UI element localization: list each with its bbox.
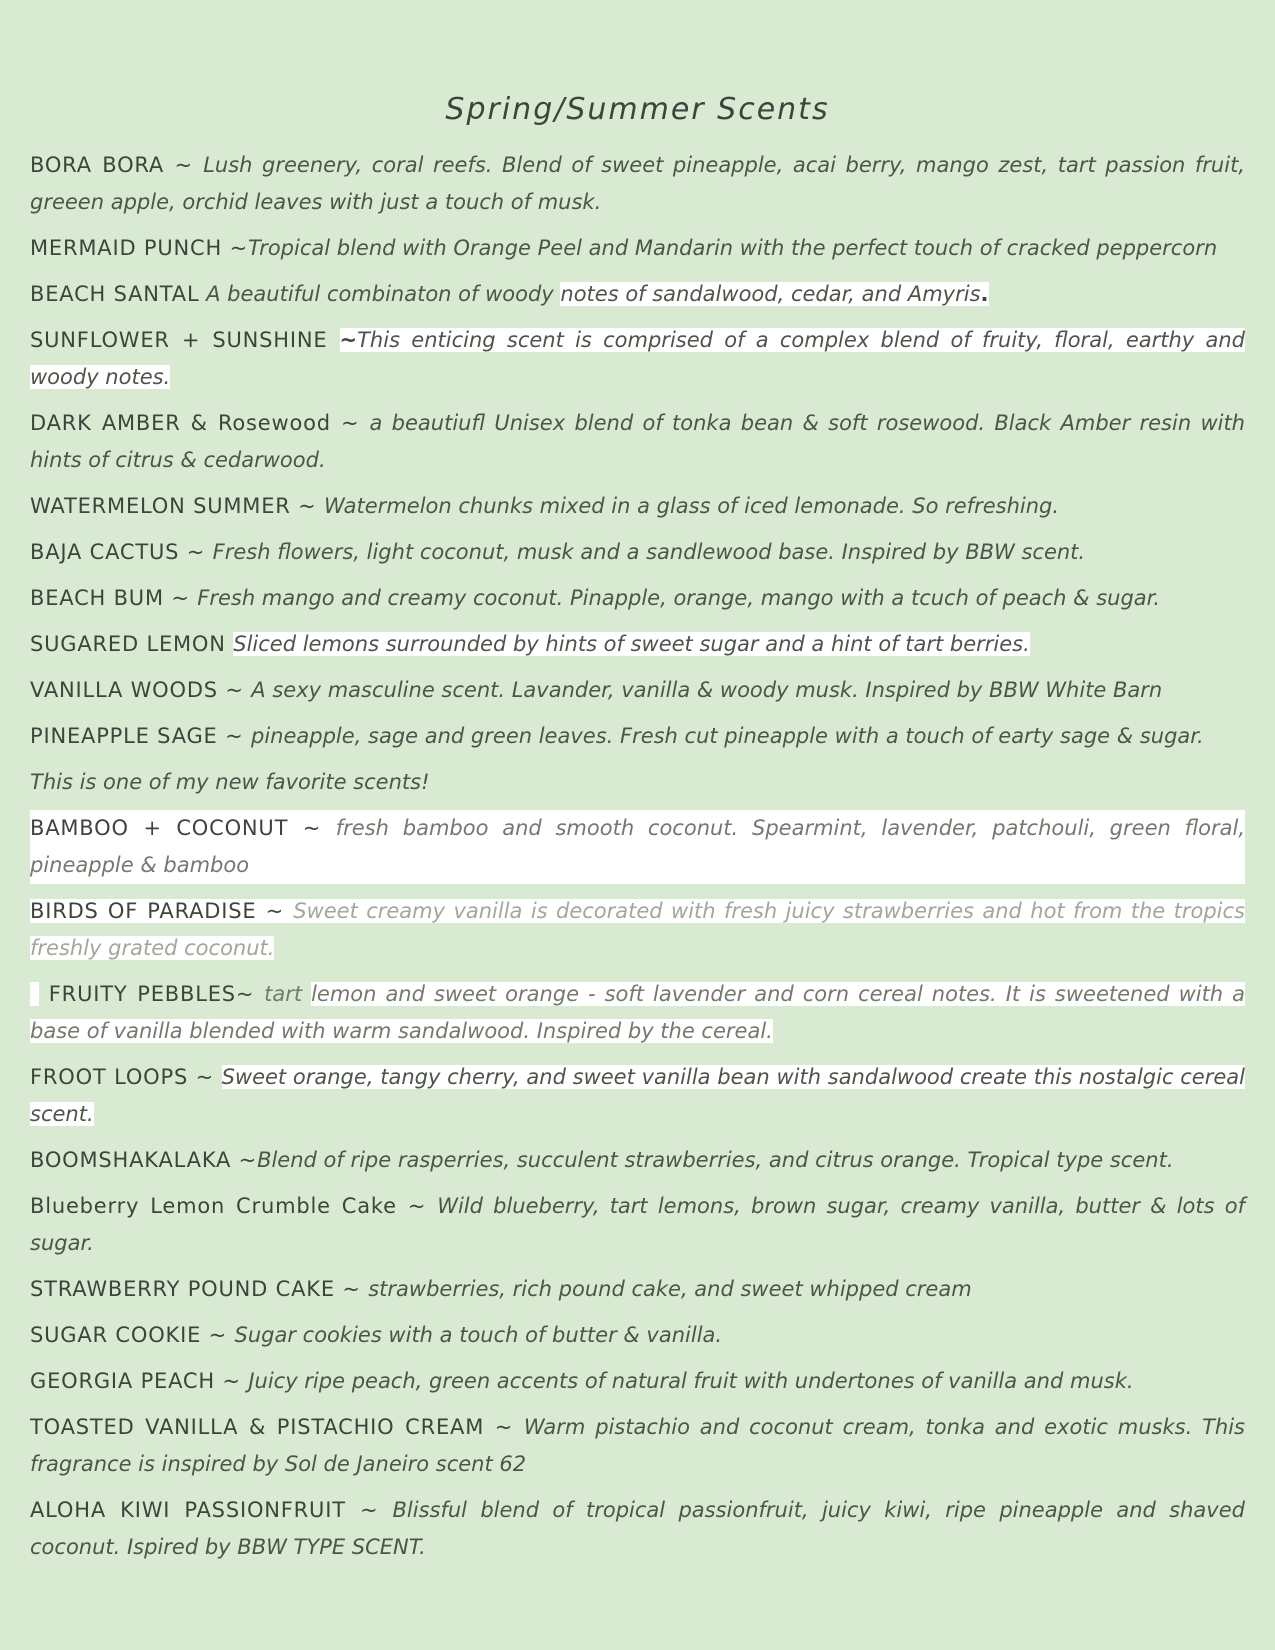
scent-name: STRAWBERRY POUND CAKE ~ — [30, 1277, 369, 1301]
scent-entry — [30, 1492, 1245, 1566]
scent-entry — [30, 1142, 1245, 1179]
scent-description: notes of sandalwood, cedar, and Amyris — [560, 282, 981, 306]
scent-entry — [30, 976, 1245, 1050]
scent-description: Sugar cookies with a touch of butter & vanilla. — [234, 1323, 723, 1347]
scent-description: This enticing scent is comprised of a complex blend of fruity, floral, earthy and woody notes. — [30, 328, 1246, 389]
scent-description: ~ — [339, 328, 358, 352]
scent-entry — [30, 1363, 1245, 1400]
scent-name: BAJA CACTUS ~ — [30, 540, 213, 564]
scent-description — [30, 982, 39, 1006]
scent-name: TOASTED VANILLA & PISTACHIO CREAM ~ — [30, 1415, 524, 1439]
scent-entry — [30, 810, 1245, 884]
scent-name: BIRDS OF PARADISE ~ — [30, 899, 294, 923]
scent-description: fresh bamboo and smooth coconut. Spearmint, lavender, patchouli, green floral, pineapple & bamboo — [30, 816, 1246, 877]
scent-entry — [30, 276, 1245, 313]
scent-name: GEORGIA PEACH ~ — [30, 1369, 249, 1393]
scent-entry — [30, 230, 1245, 267]
scent-description: Lush greenery, coral reefs. Blend of sweet pineapple, acai berry, mango zest, tart passion fruit, greeen apple, orchid leaves with just a touch of musk. — [30, 153, 1245, 214]
scent-entry — [30, 580, 1245, 617]
scent-entry — [30, 1059, 1245, 1133]
scent-entry — [30, 405, 1245, 479]
scent-name: PINEAPPLE SAGE ~ — [30, 724, 251, 748]
scent-description: Tropical blend with Orange Peel and Mandarin with the perfect touch of cracked peppercorn — [247, 236, 1218, 260]
scent-description: Fresh mango and creamy coconut. Pinapple, orange, mango with a tcuch of peach & sugar. — [197, 586, 1161, 610]
scent-name: SUNFLOWER + SUNSHINE — [30, 328, 340, 352]
scent-name: BORA BORA ~ — [30, 153, 204, 177]
scent-entry — [30, 893, 1245, 967]
scent-description: pineapple, sage and green leaves. Fresh cut pineapple with a touch of earty sage & sugar. — [250, 724, 1204, 748]
scent-description: A beautiful combinaton of woody — [199, 282, 561, 306]
scent-name: Blueberry Lemon Crumble Cake ~ — [30, 1194, 438, 1218]
scent-description: Watermelon chunks mixed in a glass of iced lemonade. So refreshing. — [324, 494, 1060, 518]
scent-name: VANILLA WOODS ~ — [30, 678, 252, 702]
scent-description: Sliced lemons surrounded by hints of sweet sugar and a hint of tart berries. — [233, 632, 1030, 656]
scent-name: SUGARED LEMON — [30, 632, 234, 656]
scent-description: lemon and sweet orange - soft lavender and corn cereal notes. It is sweetened with a base of vanilla blended with warm sandalwood. Inspired by the cereal. — [30, 982, 1245, 1043]
scent-description: Warm pistachio and coconut cream, tonka and exotic musks. This fragrance is inspired by Sol de Janeiro scent 62 — [30, 1415, 1245, 1476]
scent-description: Blissful blend of tropical passionfruit, juicy kiwi, ripe pineapple and shaved coconut. Ispired by BBW TYPE SCENT. — [30, 1498, 1245, 1559]
scent-description: This is one of my new favorite scents! — [30, 770, 430, 794]
scent-name: WATERMELON SUMMER ~ — [30, 494, 325, 518]
scent-name: BEACH SANTAL — [30, 282, 200, 306]
scent-name: DARK AMBER & Rosewood ~ — [30, 411, 370, 435]
scent-name: SUGAR COOKIE ~ — [30, 1323, 235, 1347]
scent-entry — [30, 488, 1245, 525]
page-title: Spring/Summer Scents — [445, 92, 830, 127]
scent-name: MERMAID PUNCH ~ — [30, 236, 248, 260]
scent-entry — [30, 534, 1245, 571]
scent-description: a beautiufl Unisex blend of tonka bean & soft rosewood. Black Amber resin with hints of citrus & cedarwood. — [30, 411, 1245, 472]
scent-entry — [30, 1409, 1245, 1483]
scent-description: Juicy ripe peach, green accents of natural fruit with undertones of vanilla and musk. — [248, 1369, 1134, 1393]
scent-description: tart — [264, 982, 312, 1006]
scent-description: Sweet creamy vanilla is decorated with fresh juicy strawberries and hot from the tropics freshly grated coconut. — [30, 899, 1245, 960]
scent-description: Wild blueberry, tart lemons, brown sugar, creamy vanilla, butter & lots of sugar. — [30, 1194, 1245, 1255]
scent-name: BEACH BUM ~ — [30, 586, 198, 610]
scent-description: . — [980, 282, 989, 306]
scent-entry — [30, 1188, 1245, 1262]
scent-name: FRUITY PEBBLES~ — [39, 982, 265, 1006]
scent-description: A sexy masculine scent. Lavander, vanilla & woody musk. Inspired by BBW White Barn — [251, 678, 1163, 702]
scent-entry — [30, 718, 1245, 755]
scent-description: Fresh flowers, light coconut, musk and a sandlewood base. Inspired by BBW scent. — [212, 540, 1086, 564]
scent-name: BOOMSHAKALAKA ~ — [30, 1148, 258, 1172]
scent-name: BAMBOO + COCONUT ~ — [30, 816, 336, 840]
scent-entry — [30, 1271, 1245, 1308]
scent-description: strawberries, rich pound cake, and sweet whipped cream — [368, 1277, 972, 1301]
scent-description: Sweet orange, tangy cherry, and sweet vanilla bean with sandalwood create this nostalgic cereal scent. — [30, 1065, 1245, 1126]
scent-name: ALOHA KIWI PASSIONFRUIT ~ — [30, 1498, 393, 1522]
scent-entry — [30, 322, 1245, 396]
scent-description: Blend of ripe rasperries, succulent strawberries, and citrus orange. Tropical type scent. — [257, 1148, 1174, 1172]
scent-entry — [30, 1317, 1245, 1354]
scent-name: FROOT LOOPS ~ — [30, 1065, 222, 1089]
scent-entry — [30, 672, 1245, 709]
scent-entry — [30, 147, 1245, 221]
scent-entry — [30, 626, 1245, 663]
scent-list — [30, 147, 1245, 1566]
scent-entry — [30, 764, 1245, 801]
